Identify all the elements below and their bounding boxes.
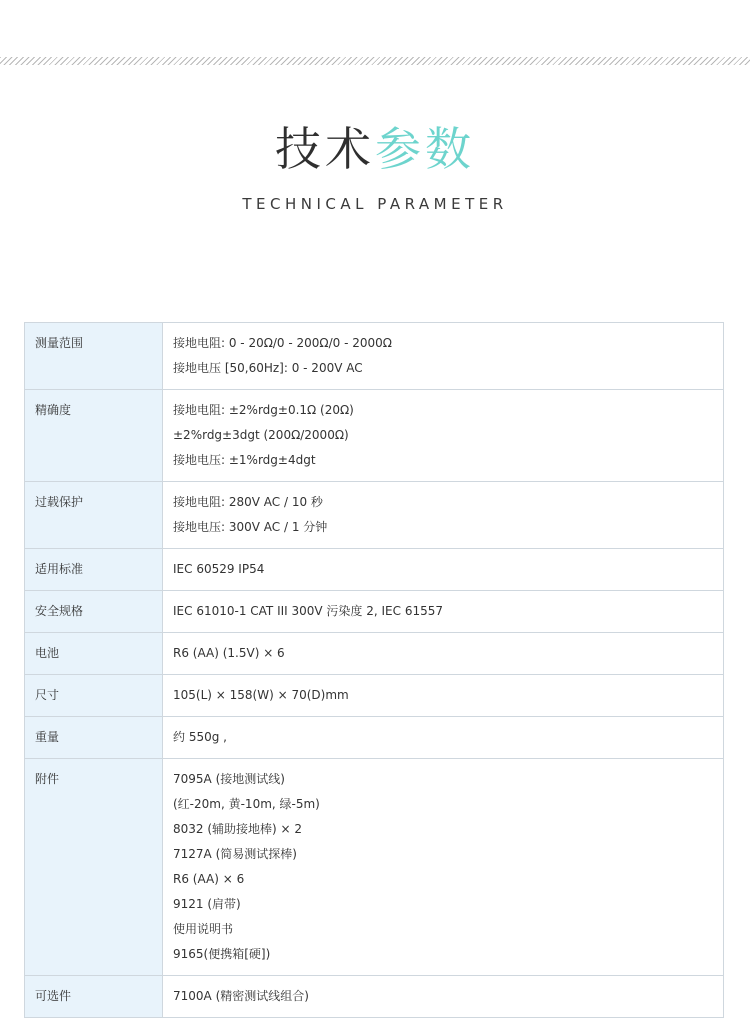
spec-value-line: R6 (AA) (1.5V) × 6 xyxy=(173,646,285,660)
title-dark-part: 技术 xyxy=(275,122,375,176)
spec-label: 电池 xyxy=(25,633,163,675)
spec-label: 精确度 xyxy=(25,390,163,482)
spec-label: 安全规格 xyxy=(25,591,163,633)
spec-value-line: ±2%rdg±3dgt (200Ω/2000Ω) xyxy=(173,428,349,442)
spec-value-line: (红-20m, 黄-10m, 绿-5m) xyxy=(173,797,320,811)
spec-label: 附件 xyxy=(25,759,163,976)
spec-row xyxy=(25,549,724,591)
spec-value-line: 约 550g , xyxy=(173,730,227,744)
spec-value-line: 接地电压: ±1%rdg±4dgt xyxy=(173,453,316,467)
spec-value-line: 8032 (辅助接地棒) × 2 xyxy=(173,822,303,836)
spec-row xyxy=(25,633,724,675)
spec-value-line: 9121 (肩带) xyxy=(173,897,241,911)
title-accent-part: 参数 xyxy=(375,122,475,176)
spec-value-line: 接地电阻: 0 - 20Ω/0 - 200Ω/0 - 2000Ω xyxy=(173,336,392,350)
spec-value-cell xyxy=(163,591,724,633)
spec-row xyxy=(25,717,724,759)
spec-row xyxy=(25,323,724,390)
spec-value-line: 接地电压 [50,60Hz]: 0 - 200V AC xyxy=(173,361,363,375)
spec-row xyxy=(25,675,724,717)
spec-label: 可选件 xyxy=(25,976,163,1018)
spec-label: 过载保护 xyxy=(25,482,163,549)
spec-row xyxy=(25,390,724,482)
spec-value-cell xyxy=(163,717,724,759)
spec-value-cell xyxy=(163,390,724,482)
spec-label: 适用标准 xyxy=(25,549,163,591)
spec-value-cell xyxy=(163,482,724,549)
spec-label: 尺寸 xyxy=(25,675,163,717)
spec-value-line: R6 (AA) × 6 xyxy=(173,872,245,886)
spec-value-cell xyxy=(163,675,724,717)
spec-value-cell xyxy=(163,633,724,675)
spec-value-line: 7100A (精密测试线组合) xyxy=(173,989,309,1003)
spec-value-line: 9165(便携箱[硬]) xyxy=(173,947,271,961)
spec-value-line: IEC 60529 IP54 xyxy=(173,562,265,576)
spec-value-cell xyxy=(163,549,724,591)
spec-value-line: 接地电压: 300V AC / 1 分钟 xyxy=(173,520,328,534)
spec-table xyxy=(24,322,724,1018)
spec-value-line: 7127A (简易测试探棒) xyxy=(173,847,297,861)
spec-value-line: IEC 61010-1 CAT III 300V 污染度 2, IEC 61557 xyxy=(173,604,443,618)
spec-table-body xyxy=(25,323,724,1018)
spec-value-line: 使用说明书 xyxy=(173,922,234,936)
spec-row xyxy=(25,976,724,1018)
spec-row xyxy=(25,759,724,976)
section-subtitle: TECHNICAL PARAMETER xyxy=(242,195,508,213)
spec-label: 测量范围 xyxy=(25,323,163,390)
spec-value-line: 7095A (接地测试线) xyxy=(173,772,285,786)
spec-value-cell xyxy=(163,323,724,390)
section-title xyxy=(0,118,750,180)
spec-value-line: 105(L) × 158(W) × 70(D)mm xyxy=(173,688,349,702)
spec-value-cell xyxy=(163,759,724,976)
spec-row xyxy=(25,591,724,633)
spec-value-line: 接地电阻: 280V AC / 10 秒 xyxy=(173,495,323,509)
spec-value-line: 接地电阻: ±2%rdg±0.1Ω (20Ω) xyxy=(173,403,354,417)
spec-value-cell xyxy=(163,976,724,1018)
hatch-divider xyxy=(0,57,750,65)
spec-row xyxy=(25,482,724,549)
spec-label: 重量 xyxy=(25,717,163,759)
